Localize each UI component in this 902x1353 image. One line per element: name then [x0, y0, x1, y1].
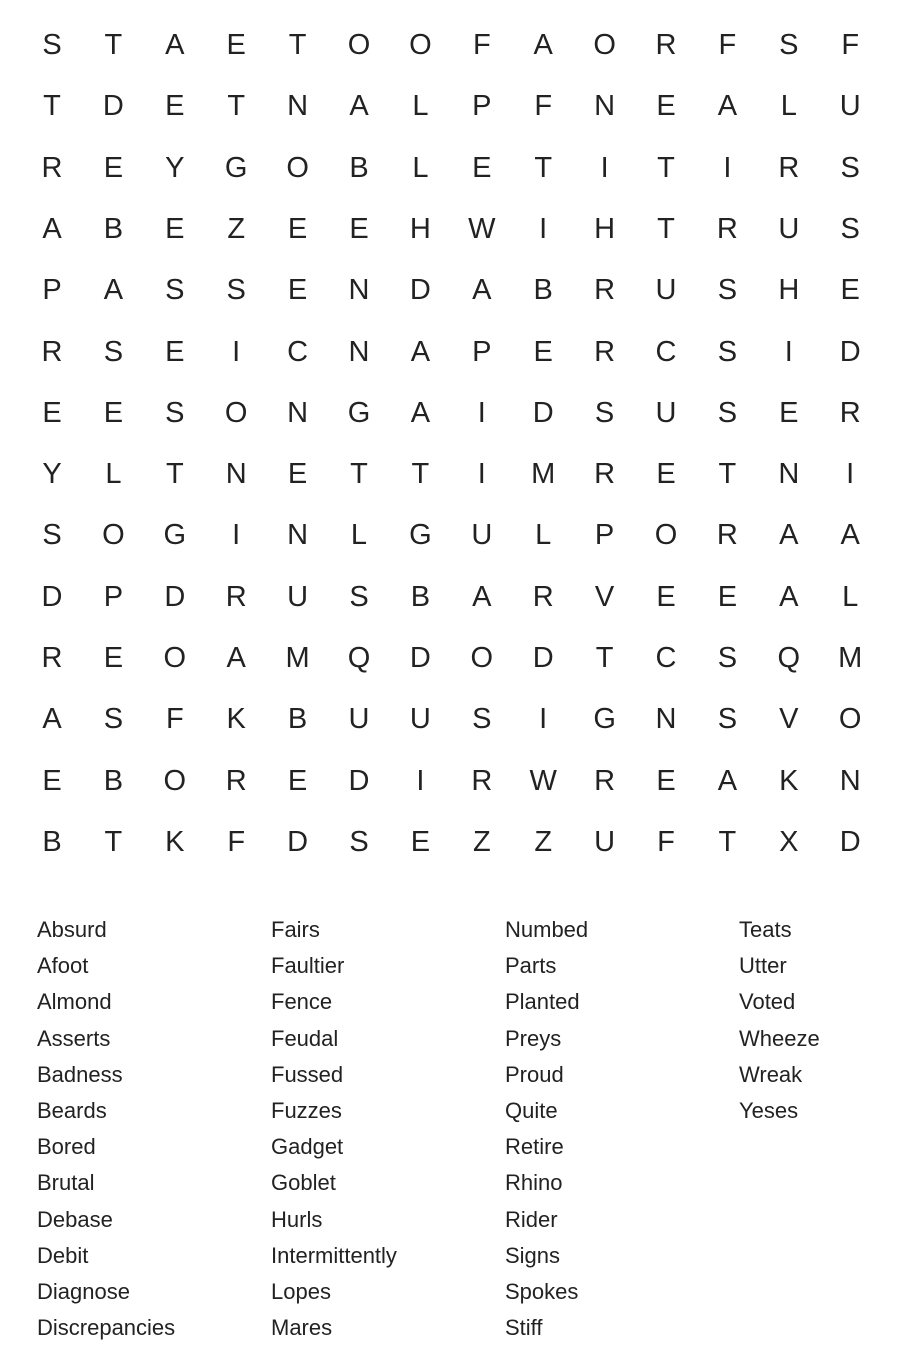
grid-letter[interactable]: L [842, 580, 859, 613]
grid-letter[interactable]: R [716, 519, 738, 552]
grid-letter[interactable]: U [471, 519, 493, 552]
grid-letter[interactable]: S [349, 825, 369, 858]
word-list-item: Fussed [271, 1061, 344, 1087]
grid-letter[interactable]: E [226, 29, 246, 61]
grid-letter[interactable]: E [287, 764, 308, 797]
grid-letter[interactable]: R [41, 642, 63, 674]
grid-letter[interactable]: C [655, 642, 677, 674]
grid-row [0, 822, 902, 883]
grid-letter[interactable]: D [839, 825, 861, 858]
word-list-item: Voted [739, 989, 796, 1015]
grid-letter[interactable]: G [347, 396, 371, 429]
grid-letter[interactable]: F [227, 825, 246, 858]
grid-letter[interactable]: S [717, 274, 738, 307]
grid-letter[interactable]: N [287, 90, 309, 123]
word-list-item: Wheeze [739, 1025, 820, 1051]
grid-letter[interactable]: U [348, 703, 370, 736]
grid-letter[interactable]: O [163, 764, 187, 797]
grid-letter[interactable]: H [594, 212, 616, 245]
grid-letter[interactable]: M [531, 458, 556, 491]
grid-letter[interactable]: E [42, 396, 62, 429]
grid-letter[interactable]: E [287, 274, 308, 307]
word-list-item: Preys [505, 1025, 562, 1051]
grid-letter[interactable]: I [600, 151, 609, 184]
grid-letter[interactable]: E [349, 212, 369, 245]
grid-letter[interactable]: K [226, 703, 246, 736]
word-list-item: Absurd [37, 917, 107, 942]
word-list-item: Hurls [271, 1206, 323, 1232]
grid-letter[interactable]: N [594, 90, 616, 123]
grid-letter[interactable]: G [593, 703, 616, 736]
grid-letter[interactable]: H [409, 212, 431, 245]
grid-letter[interactable]: S [717, 396, 738, 429]
grid-letter[interactable]: O [347, 29, 371, 61]
grid-letter[interactable]: D [839, 335, 861, 368]
grid-letter[interactable]: U [839, 90, 861, 123]
grid-row [0, 148, 902, 209]
grid-letter[interactable]: E [656, 764, 676, 797]
grid-letter[interactable]: I [723, 151, 732, 184]
word-list-item: Brutal [37, 1170, 95, 1196]
grid-letter[interactable]: S [42, 519, 62, 552]
grid-letter[interactable]: N [287, 396, 309, 429]
word-list-item: Gadget [271, 1134, 344, 1160]
grid-letter[interactable]: N [655, 703, 677, 736]
grid-letter[interactable]: B [349, 151, 369, 184]
grid-letter[interactable]: T [288, 29, 307, 61]
grid-letter[interactable]: E [103, 151, 124, 184]
grid-letter[interactable]: T [411, 458, 430, 491]
grid-letter[interactable]: D [409, 274, 431, 307]
grid-letter[interactable]: E [656, 90, 676, 123]
grid-letter[interactable]: L [105, 458, 122, 491]
grid-letter[interactable]: P [42, 274, 62, 307]
grid-letter[interactable]: R [41, 151, 63, 184]
grid-letter[interactable]: E [42, 764, 62, 797]
grid-letter[interactable]: S [42, 29, 62, 61]
word-column [271, 912, 491, 1346]
grid-letter[interactable]: U [409, 703, 431, 736]
word-list [0, 912, 902, 1352]
grid-letter[interactable]: P [594, 519, 615, 552]
grid-letter[interactable]: D [164, 580, 186, 613]
word-list-item: Teats [739, 917, 792, 942]
grid-letter[interactable]: T [595, 642, 614, 674]
grid-letter[interactable]: P [472, 90, 492, 123]
grid-letter[interactable]: E [103, 396, 124, 429]
grid-letter[interactable]: F [534, 90, 553, 123]
grid-letter[interactable]: O [654, 519, 678, 552]
word-list-item: Lopes [271, 1278, 331, 1304]
grid-letter[interactable]: E [840, 274, 860, 307]
word-list-item: Debase [37, 1206, 113, 1232]
grid-letter[interactable]: X [779, 825, 799, 858]
grid-row [0, 454, 902, 515]
grid-letter[interactable]: A [42, 703, 62, 736]
grid-letter[interactable]: T [104, 29, 123, 61]
grid-letter[interactable]: I [539, 703, 548, 736]
grid-letter[interactable]: C [287, 335, 309, 368]
grid-letter[interactable]: V [594, 580, 615, 613]
word-list-item: Parts [505, 953, 557, 979]
grid-letter[interactable]: O [470, 642, 494, 674]
grid-letter[interactable]: I [846, 458, 855, 491]
word-list-item: Mares [271, 1315, 333, 1341]
grid-letter[interactable]: M [285, 642, 310, 674]
grid-letter[interactable]: Q [347, 642, 371, 674]
grid-row [0, 332, 902, 393]
word-list-item: Goblet [271, 1170, 336, 1196]
grid-letter[interactable]: D [287, 825, 309, 858]
grid-letter[interactable]: U [655, 274, 677, 307]
grid-letter[interactable]: Z [472, 825, 491, 858]
grid-letter[interactable]: R [594, 335, 616, 368]
grid-letter[interactable]: T [165, 458, 184, 491]
word-list-item: Asserts [37, 1025, 111, 1051]
grid-letter[interactable]: B [103, 764, 124, 797]
grid-letter[interactable]: Z [534, 825, 553, 858]
grid-letter[interactable]: R [225, 580, 247, 613]
grid-letter[interactable]: C [655, 335, 677, 368]
grid-letter[interactable]: T [43, 90, 61, 123]
grid-letter[interactable]: R [41, 335, 63, 368]
grid-letter[interactable]: E [656, 580, 676, 613]
word-list-item: Afoot [37, 953, 89, 979]
grid-letter[interactable]: T [718, 458, 737, 491]
word-list-item: Fairs [271, 917, 320, 942]
word-list-item: Almond [37, 989, 112, 1015]
grid-letter[interactable]: Z [227, 212, 246, 245]
grid-letter[interactable]: L [780, 90, 797, 123]
grid-letter[interactable]: A [410, 396, 431, 429]
grid-row [0, 577, 902, 638]
word-list-item: Signs [505, 1242, 561, 1268]
grid-letter[interactable]: D [348, 764, 370, 797]
grid-letter[interactable]: U [594, 825, 616, 858]
grid-letter[interactable]: Y [42, 458, 62, 491]
grid-row [0, 25, 902, 86]
grid-letter[interactable]: S [349, 580, 369, 613]
grid-letter[interactable]: I [232, 335, 241, 368]
grid-letter[interactable]: E [472, 151, 492, 184]
grid-letter[interactable]: P [472, 335, 492, 368]
grid-letter[interactable]: O [286, 151, 309, 184]
grid-row [0, 761, 902, 822]
word-list-item: Beards [37, 1097, 107, 1123]
grid-letter[interactable]: B [287, 703, 308, 736]
word-list-item: Bored [37, 1134, 96, 1160]
word-list-item: Badness [37, 1061, 123, 1087]
word-list-item: Yeses [739, 1097, 799, 1123]
grid-letter[interactable]: U [778, 212, 800, 245]
grid-letter[interactable]: A [533, 29, 553, 61]
grid-letter[interactable]: S [226, 274, 246, 307]
grid-letter[interactable]: D [409, 642, 431, 674]
grid-letter[interactable]: R [594, 458, 616, 491]
grid-letter[interactable]: E [717, 580, 738, 613]
grid-letter[interactable]: D [102, 90, 124, 123]
grid-letter[interactable]: N [225, 458, 247, 491]
grid-letter[interactable]: R [655, 29, 677, 61]
grid-letter[interactable]: I [477, 396, 486, 429]
grid-letter[interactable]: U [655, 396, 677, 429]
grid-letter[interactable]: D [532, 396, 554, 429]
grid-letter[interactable]: R [594, 274, 616, 307]
grid-letter[interactable]: A [779, 519, 799, 552]
grid-letter[interactable]: A [717, 764, 738, 797]
grid-letter[interactable]: A [472, 580, 492, 613]
grid-letter[interactable]: I [232, 519, 241, 552]
grid-letter[interactable]: I [784, 335, 793, 368]
grid-letter[interactable]: O [163, 642, 187, 674]
grid-letter[interactable]: E [656, 458, 676, 491]
grid-letter[interactable]: N [348, 335, 370, 368]
grid-letter[interactable]: N [839, 764, 861, 797]
word-list-item: Quite [505, 1097, 558, 1123]
grid-letter[interactable]: E [165, 90, 185, 123]
grid-letter[interactable]: S [779, 29, 799, 61]
grid-letter[interactable]: A [779, 580, 799, 613]
grid-letter[interactable]: T [657, 212, 675, 245]
grid-letter[interactable]: O [838, 703, 862, 736]
grid-letter[interactable]: A [103, 274, 124, 307]
grid-letter[interactable]: S [165, 274, 185, 307]
grid-letter[interactable]: A [840, 519, 860, 552]
grid-letter[interactable]: T [350, 458, 368, 491]
grid-letter[interactable]: E [165, 335, 185, 368]
word-list-item: Fence [271, 989, 333, 1015]
word-list-item: Fuzzes [271, 1097, 342, 1123]
grid-letter[interactable]: T [657, 151, 675, 184]
grid-letter[interactable]: T [227, 90, 246, 123]
word-list-item: Spokes [505, 1278, 579, 1304]
word-column [739, 912, 902, 1129]
grid-row [0, 86, 902, 147]
grid-letter[interactable]: R [225, 764, 247, 797]
grid-row [0, 699, 902, 760]
grid-letter[interactable]: O [409, 29, 432, 61]
grid-letter[interactable]: R [778, 151, 800, 184]
grid-letter[interactable]: G [409, 519, 432, 552]
grid-letter[interactable]: W [529, 764, 557, 797]
grid-letter[interactable]: G [163, 519, 187, 552]
grid-letter[interactable]: Y [165, 151, 185, 184]
grid-letter[interactable]: T [534, 151, 553, 184]
grid-letter[interactable]: N [287, 519, 309, 552]
grid-letter[interactable]: O [102, 519, 125, 552]
grid-letter[interactable]: P [103, 580, 124, 613]
grid-letter[interactable]: E [410, 825, 431, 858]
grid-letter[interactable]: Q [777, 642, 801, 674]
grid-letter[interactable]: R [716, 212, 738, 245]
grid-letter[interactable]: S [165, 396, 185, 429]
word-list-item: Debit [37, 1242, 89, 1268]
word-list-item: Wreak [739, 1061, 803, 1087]
grid-letter[interactable]: B [533, 274, 553, 307]
grid-letter[interactable]: E [103, 642, 124, 674]
grid-letter[interactable]: S [103, 703, 124, 736]
word-list-item: Diagnose [37, 1278, 130, 1304]
grid-letter[interactable]: F [165, 703, 184, 736]
grid-row [0, 393, 902, 454]
grid-letter[interactable]: V [779, 703, 799, 736]
grid-letter[interactable]: O [593, 29, 616, 61]
grid-letter[interactable]: O [224, 396, 248, 429]
grid-letter[interactable]: L [350, 519, 368, 552]
grid-letter[interactable]: D [41, 580, 63, 613]
grid-letter[interactable]: I [539, 212, 548, 245]
word-list-item: Utter [739, 953, 787, 979]
grid-letter[interactable]: I [477, 458, 486, 491]
grid-letter[interactable]: K [779, 764, 799, 797]
word-list-item: Planted [505, 989, 580, 1015]
word-column [505, 912, 725, 1346]
grid-row [0, 638, 902, 699]
word-column [37, 912, 257, 1346]
grid-letter[interactable]: A [226, 642, 246, 674]
grid-letter[interactable]: E [287, 212, 308, 245]
word-list-item: Rhino [505, 1170, 563, 1196]
grid-letter[interactable]: S [840, 151, 860, 184]
grid-letter[interactable]: M [838, 642, 863, 674]
grid-letter[interactable]: E [287, 458, 308, 491]
grid-letter[interactable]: H [778, 274, 800, 307]
word-list-item: Rider [505, 1206, 558, 1232]
word-list-item: Feudal [271, 1025, 339, 1051]
grid-letter[interactable]: N [778, 458, 800, 491]
grid-row [0, 209, 902, 270]
grid-letter[interactable]: K [165, 825, 185, 858]
grid-letter[interactable]: R [839, 396, 861, 429]
grid-letter[interactable]: F [472, 29, 491, 61]
grid-letter[interactable]: A [165, 29, 185, 61]
grid-letter[interactable]: N [348, 274, 370, 307]
grid-letter[interactable]: T [104, 825, 123, 858]
word-list-item: Retire [505, 1134, 564, 1160]
grid-letter[interactable]: S [717, 703, 738, 736]
grid-letter[interactable]: F [718, 29, 737, 61]
grid-letter[interactable]: S [840, 212, 860, 245]
grid-letter[interactable]: R [471, 764, 493, 797]
grid-letter[interactable]: F [657, 825, 675, 858]
word-list-item: Discrepancies [37, 1315, 176, 1341]
grid-letter[interactable]: L [535, 519, 552, 552]
grid-letter[interactable]: U [287, 580, 309, 613]
grid-letter[interactable]: S [717, 642, 738, 674]
grid-letter[interactable]: R [532, 580, 554, 613]
grid-letter[interactable]: E [779, 396, 799, 429]
grid-letter[interactable]: S [594, 396, 615, 429]
grid-letter[interactable]: A [410, 335, 431, 368]
word-list-item: Proud [505, 1061, 564, 1087]
grid-letter[interactable]: T [718, 825, 737, 858]
grid-letter[interactable]: L [412, 151, 429, 184]
word-list-item: Intermittently [271, 1242, 397, 1268]
grid-letter[interactable]: B [42, 825, 62, 858]
grid-letter[interactable]: B [410, 580, 431, 613]
grid-letter[interactable]: A [42, 212, 62, 245]
grid-letter[interactable]: S [717, 335, 738, 368]
grid-letter[interactable]: A [349, 90, 369, 123]
grid-letter[interactable]: S [103, 335, 124, 368]
grid-row [0, 270, 902, 331]
grid-letter[interactable]: G [224, 151, 248, 184]
grid-letter[interactable]: F [841, 29, 860, 61]
grid-letter[interactable]: B [103, 212, 124, 245]
word-list-item: Stiff [505, 1315, 543, 1341]
grid-letter[interactable]: E [533, 335, 553, 368]
grid-letter[interactable]: A [472, 274, 492, 307]
word-list-item: Numbed [505, 917, 589, 942]
grid-row [0, 515, 902, 576]
grid-letter[interactable]: S [472, 703, 492, 736]
grid-letter[interactable]: E [165, 212, 185, 245]
grid-letter[interactable]: L [412, 90, 429, 123]
grid-letter[interactable]: I [416, 764, 425, 797]
word-list-item: Faultier [271, 953, 345, 979]
grid-letter[interactable]: D [532, 642, 554, 674]
grid-letter[interactable]: R [594, 764, 616, 797]
grid-letter[interactable]: W [468, 212, 496, 245]
grid-letter[interactable]: A [717, 90, 738, 123]
